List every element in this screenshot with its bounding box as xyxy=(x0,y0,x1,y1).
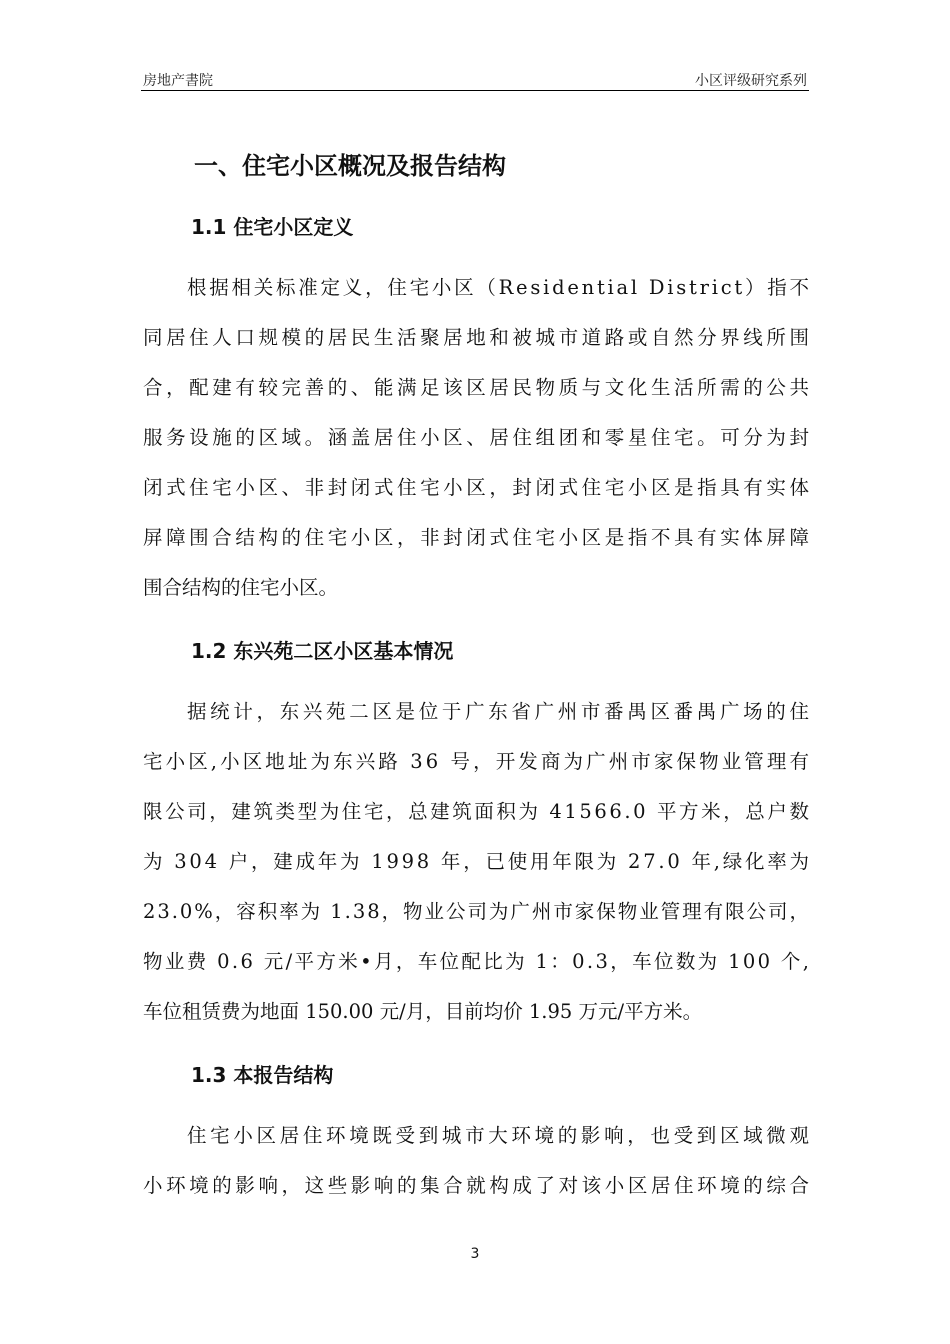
header-rule xyxy=(141,90,809,91)
header-left-text: 房地产書院 xyxy=(143,73,213,89)
paragraph-line: 根据相关标准定义，住宅小区（Residential District）指不 xyxy=(187,276,812,299)
section-1-1-paragraph xyxy=(143,272,813,622)
paragraph-line: 据统计，东兴苑二区是位于广东省广州市番禺区番禺广场的住 xyxy=(187,700,813,723)
paragraph-line: 23.0%，容积率为 1.38，物业公司为广州市家保物业管理有限公司， xyxy=(143,900,811,923)
paragraph-line: 小环境的影响，这些影响的集合就构成了对该小区居住环境的综合 xyxy=(143,1174,813,1197)
paragraph-line: 宅小区,小区地址为东兴路 36 号，开发商为广州市家保物业管理有 xyxy=(143,750,813,773)
section-heading-1-3: 1.3 本报告结构 xyxy=(191,1063,334,1087)
paragraph-line: 物业费 0.6 元/平方米•月，车位配比为 1：0.3，车位数为 100 个, xyxy=(143,950,812,973)
paragraph-line: 同居住人口规模的居民生活聚居地和被城市道路或自然分界线所围 xyxy=(143,326,813,349)
paragraph-line: 车位租赁费为地面 150.00 元/月，目前均价 1.95 万元/平方米。 xyxy=(143,1000,703,1023)
paragraph-line: 住宅小区居住环境既受到城市大环境的影响，也受到区域微观 xyxy=(187,1124,813,1147)
header-right-text: 小区评级研究系列 xyxy=(695,73,807,89)
paragraph-line: 为 304 户，建成年为 1998 年，已使用年限为 27.0 年,绿化率为 xyxy=(143,850,812,873)
section-1-2-paragraph xyxy=(143,696,813,1046)
paragraph-line: 合，配建有较完善的、能满足该区居民物质与文化生活所需的公共 xyxy=(143,376,813,399)
section-1-3-paragraph xyxy=(143,1120,813,1220)
page-number: 3 xyxy=(470,1246,480,1262)
paragraph-line: 闭式住宅小区、非封闭式住宅小区，封闭式住宅小区是指具有实体 xyxy=(143,476,813,499)
section-heading-1-2: 1.2 东兴苑二区小区基本情况 xyxy=(191,639,454,663)
paragraph-line: 屏障围合结构的住宅小区，非封闭式住宅小区是指不具有实体屏障 xyxy=(143,526,813,549)
paragraph-line: 服务设施的区域。涵盖居住小区、居住组团和零星住宅。可分为封 xyxy=(143,426,813,449)
section-heading-1-1: 1.1 住宅小区定义 xyxy=(191,215,354,239)
paragraph-line: 围合结构的住宅小区。 xyxy=(143,576,339,599)
paragraph-line: 限公司，建筑类型为住宅，总建筑面积为 41566.0 平方米，总户数 xyxy=(143,800,812,823)
chapter-title: 一、住宅小区概况及报告结构 xyxy=(194,152,506,180)
